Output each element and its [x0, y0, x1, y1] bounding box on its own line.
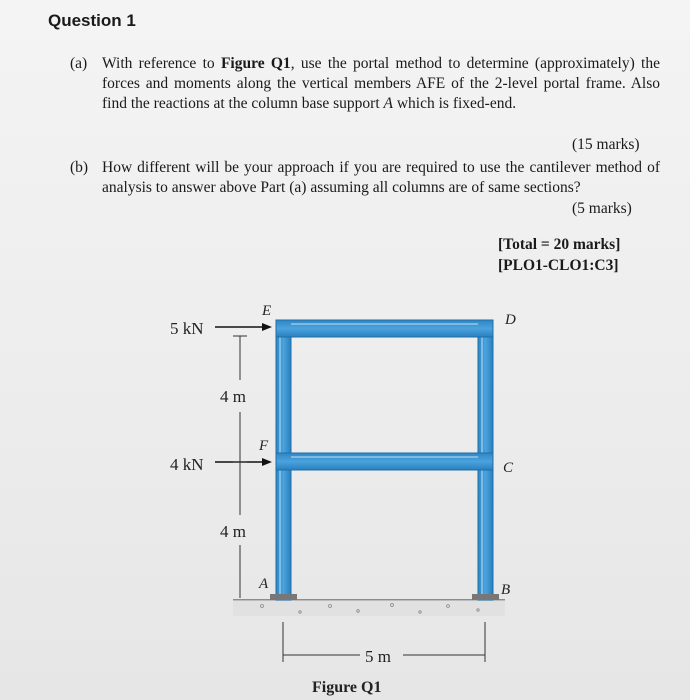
span-label: 5 m — [365, 647, 391, 666]
node-B-label: B — [501, 582, 511, 598]
node-C-label: C — [503, 460, 514, 476]
part-a-label: (a) — [70, 55, 88, 72]
part-a-text-2: , use the portal method to determine (approximately) the forces and moments along the vertical members AFE of the 2-level portal frame. Also find the reactions at the column base support — [102, 55, 660, 112]
beam-FC — [276, 453, 493, 470]
node-E-label: E — [262, 303, 272, 319]
part-a-text-3: which is fixed-end. — [392, 95, 517, 112]
load-mid-label: 4 kN — [170, 455, 204, 474]
node-D-label: D — [505, 312, 516, 328]
support-B-plate — [472, 594, 499, 600]
load-arrow-top — [215, 323, 272, 331]
height-upper-label: 4 m — [220, 387, 246, 406]
node-A-label: A — [259, 576, 269, 592]
node-F-label: F — [259, 438, 269, 454]
part-a-figure-ref: Figure Q1 — [220, 55, 291, 72]
figure-caption: Figure Q1 — [312, 679, 382, 696]
support-A-plate — [270, 594, 297, 600]
part-b-marks: (5 marks) — [572, 200, 632, 217]
height-lower-label: 4 m — [220, 522, 246, 541]
part-a-text-1: With reference to — [102, 55, 221, 72]
part-b-label: (b) — [70, 159, 89, 176]
plo-line: [PLO1-CLO1:C3] — [498, 257, 619, 274]
load-top-label: 5 kN — [170, 319, 204, 338]
total-line: [Total = 20 marks] — [498, 236, 621, 253]
beam-ED — [276, 320, 493, 337]
dimension-vertical — [233, 336, 247, 598]
part-b-text: How different will be your approach if you are required to use the cantilever method of analysis to answer above Part (a) assuming all columns are of same sections? — [102, 159, 660, 196]
ground-hatch — [233, 600, 505, 616]
part-a-marks: (15 marks) — [572, 136, 640, 153]
question-title: Question 1 — [48, 11, 136, 30]
part-a-support-letter: A — [383, 95, 393, 112]
